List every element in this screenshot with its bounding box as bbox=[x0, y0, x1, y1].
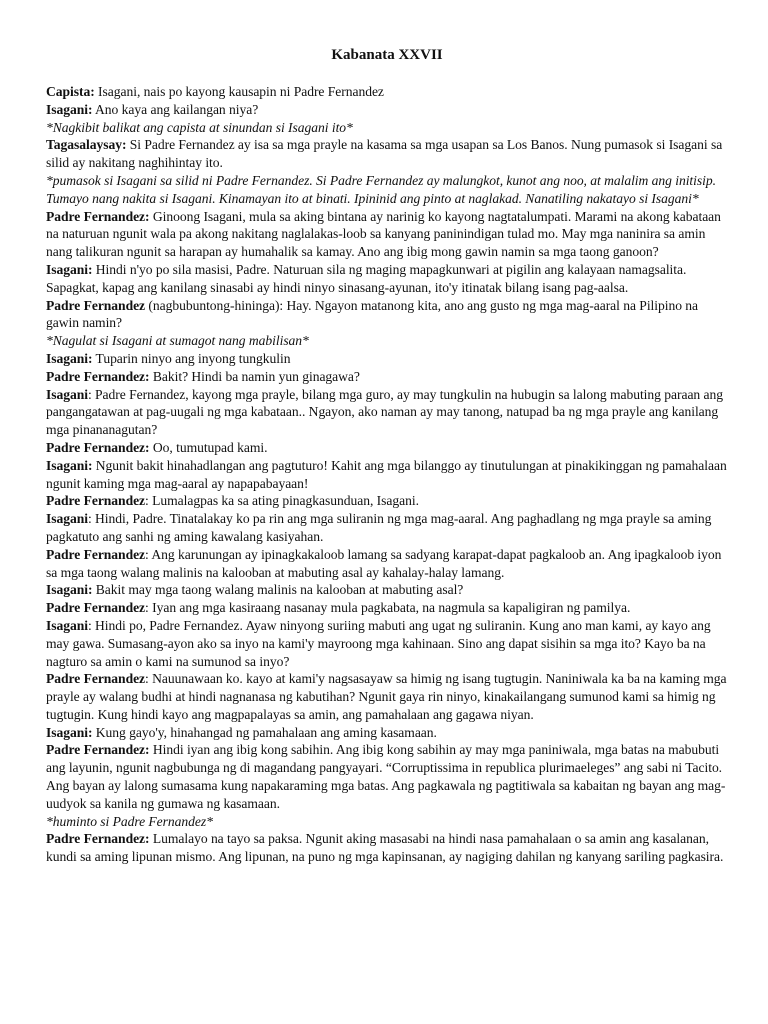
dialogue-text: Isagani, nais po kayong kausapin ni Padre Fernandez bbox=[94, 84, 384, 99]
speaker-name: Isagani bbox=[46, 386, 88, 402]
dialogue-line bbox=[46, 741, 728, 812]
dialogue-text: Lumalayo na tayo sa paksa. Ngunit aking masasabi na hindi nasa pamahalaan o sa amin ang kasalanan, kundi sa aming lipunan mismo. Ang lipunan, na puno ng mga kapinsanan, ay nagiging dahilan ng kanyang sariling pagkasira. bbox=[46, 831, 724, 865]
dialogue-text: Kung gayo'y, hinahangad ng pamahalaan ang aming kasamaan. bbox=[92, 724, 437, 740]
stage-direction: *Nagkibit balikat ang capista at sinundan si Isagani ito* bbox=[46, 119, 353, 135]
dialogue-text: : Hindi po, Padre Fernandez. Ayaw ninyong suriing mabuti ang ugat ng suliranin. Kung ano man kami, ay kayo ang may gawa. Sumasang-ayon ako sa inyo na kami'y mayroong mga kahinaan. Sino ang dapat sisihin sa mga ito? Kayo ba na nagturo sa amin o kami na sumunod sa inyo? bbox=[46, 617, 711, 669]
speaker-name: Padre Fernandez: bbox=[46, 208, 150, 224]
dialogue-line bbox=[46, 261, 728, 297]
speaker-name: Isagani: bbox=[46, 457, 93, 473]
dialogue-text: Oo, tumutupad kami. bbox=[149, 439, 268, 455]
dialogue-text: Hindi n'yo po sila masisi, Padre. Naturuan sila ng maging mapagkunwari at pigilin ang kalayaan namagsalita. Sapagkat, kapag ang kanilang sinasabi ay hindi ninyo sinasang-ayunan, ito'y itinatak bilang isang pag-aalsa. bbox=[46, 261, 687, 295]
dialogue-text: : Ang karunungan ay ipinagkakaloob lamang sa sadyang karapat-dapat pagkaloob an. Ang ipagkaloob iyon sa mga taong walang malinis na kalooban at mabuting asal ay kahalay-halay lamang. bbox=[46, 546, 722, 580]
dialogue-line bbox=[46, 492, 728, 510]
dialogue-line bbox=[46, 457, 728, 493]
speaker-name: Padre Fernandez bbox=[46, 493, 146, 509]
speaker-name: Isagani: bbox=[46, 350, 93, 366]
dialogue-line bbox=[46, 368, 728, 386]
dialogue-text: : Nauunawaan ko. kayo at kami'y nagsasayaw sa himig ng isang tugtugin. Naniniwala ka ba na kaming mga prayle ay walang budhi at hindi nagnanasa ng kabutihan? Ngunit gaya rin ninyo, kinakailangang sumunod kami sa himig ng tugtugin. Kung hindi kayo ang magpapalayas sa amin, ang pamahalaan ang gagawa niyan. bbox=[46, 671, 727, 722]
dialogue-line bbox=[46, 297, 728, 333]
speaker-name: Isagani: bbox=[46, 582, 93, 598]
dialogue-line bbox=[46, 581, 728, 599]
speaker-name: Padre Fernandez: bbox=[46, 368, 150, 384]
dialogue-text: : Iyan ang mga kasiraang nasanay mula pagkabata, na nagmula sa kapaligiran ng pamilya. bbox=[145, 600, 631, 616]
speaker-name: Padre Fernandez bbox=[46, 297, 146, 313]
dialogue-line bbox=[46, 510, 728, 546]
speaker-name: Padre Fernandez bbox=[46, 671, 146, 687]
speaker-name: Isagani: bbox=[46, 101, 93, 117]
stage-direction: *huminto si Padre Fernandez* bbox=[46, 813, 213, 829]
dialogue-text: Ano kaya ang kailangan niya? bbox=[92, 101, 259, 117]
speaker-name: Capista: bbox=[46, 84, 95, 99]
speaker-name: Padre Fernandez: bbox=[46, 742, 150, 758]
script-body bbox=[46, 83, 728, 866]
dialogue-text: (nagbubuntong-hininga): Hay. Ngayon matanong kita, ano ang gusto ng mga mag-aaral na Pilipino na gawin namin? bbox=[46, 297, 699, 331]
speaker-name: Isagani: bbox=[46, 261, 93, 277]
dialogue-line bbox=[46, 439, 728, 457]
dialogue-text: Ginoong Isagani, mula sa aking bintana ay narinig ko kayong nagtatalumpati. Marami na akong kabataan na naturuan ngunit wala pa akong nakitang naglalakas-loob sa kanyang paninindigan tulad mo. May mga naninira sa amin nang talikuran ngunit sa harapan ay humahalik sa kamay. Ano ang ibig mong gawin namin sa mga taong ganoon? bbox=[46, 208, 721, 260]
dialogue-text: : Padre Fernandez, kayong mga prayle, bilang mga guro, ay may tungkulin na hubugin sa lalong mabuting paraan ang pangangatawan at pag-uugali ng mga kabataan.. Ngayon, ako naman ay may tanong, natupad ba ng mga prayle ang kanilang mga pinananagutan? bbox=[46, 386, 723, 438]
speaker-name: Isagani bbox=[46, 617, 88, 633]
dialogue-text: : Hindi, Padre. Tinatalakay ko pa rin ang mga suliranin ng mga mag-aaral. Ang paghadlang ng mga prayle sa aming pagkatuto ang sanhi ng aming kawalang kasiyahan. bbox=[46, 511, 712, 544]
dialogue-line bbox=[46, 617, 728, 670]
stage-direction: *Nagulat si Isagani at sumagot nang mabilisan* bbox=[46, 333, 309, 349]
dialogue-line bbox=[46, 208, 728, 261]
dialogue-line bbox=[46, 101, 728, 119]
dialogue-text: Bakit? Hindi ba namin yun ginagawa? bbox=[149, 368, 360, 384]
dialogue-text: Tuparin ninyo ang inyong tungkulin bbox=[92, 350, 291, 366]
speaker-name: Padre Fernandez: bbox=[46, 831, 150, 847]
speaker-name: Padre Fernandez bbox=[46, 546, 146, 562]
stage-direction: *pumasok si Isagani sa silid ni Padre Fernandez. Si Padre Fernandez ay malungkot, kunot ang noo, at malalim ang initisip. Tumayo nang nakita si Isagani. Kinamayan ito at binati. Ipininid ang pinto at naglakad. Nanatiling nakatayo si Isagani* bbox=[46, 172, 716, 206]
dialogue-text: Bakit may mga taong walang malinis na kalooban at mabuting asal? bbox=[92, 582, 464, 598]
dialogue-line bbox=[46, 599, 728, 617]
speaker-name: Isagani bbox=[46, 511, 88, 527]
dialogue-text: : Lumalagpas ka sa ating pinagkasunduan, Isagani. bbox=[145, 493, 419, 509]
dialogue-line bbox=[46, 546, 728, 582]
dialogue-line bbox=[46, 724, 728, 742]
dialogue-line bbox=[46, 830, 728, 866]
dialogue-line bbox=[46, 670, 728, 723]
speaker-name: Padre Fernandez: bbox=[46, 439, 150, 455]
speaker-name: Isagani: bbox=[46, 724, 93, 740]
chapter-title: Kabanata XXVII bbox=[331, 47, 443, 63]
dialogue-text: Hindi iyan ang ibig kong sabihin. Ang ibig kong sabihin ay may mga paniniwala, mga batas na mabubuti ang layunin, ngunit nagbubunga ng di magandang pangyayari. “Corruptissima in republica plurimaeleges” ang sabi ni Tacito. Ang bayan ay lalong sumasama kung napakaraming mga batas. Ang pagkawala ng pagtitiwala sa kabaitan ng bayan ang mag-uudyok sa kanila ng gumawa ng kasamaan. bbox=[46, 742, 726, 811]
dialogue-text: Ngunit bakit hinahadlangan ang pagtuturo! Kahit ang mga bilanggo ay tinutulungan at pinakikinggan ng pamahalaan ngunit kaming mga mag-aaral ay napapabayaan! bbox=[46, 457, 727, 491]
dialogue-line bbox=[46, 386, 728, 439]
dialogue-line bbox=[46, 350, 728, 368]
dialogue-text: Si Padre Fernandez ay isa sa mga prayle na kasama sa mga usapan sa Los Banos. Nung pumasok si Isagani sa silid ay nakitang naghihintay ito. bbox=[46, 137, 723, 171]
dialogue-line bbox=[46, 83, 728, 101]
speaker-name: Tagasalaysay: bbox=[46, 137, 127, 153]
dialogue-line bbox=[46, 136, 728, 172]
speaker-name: Padre Fernandez bbox=[46, 600, 146, 616]
